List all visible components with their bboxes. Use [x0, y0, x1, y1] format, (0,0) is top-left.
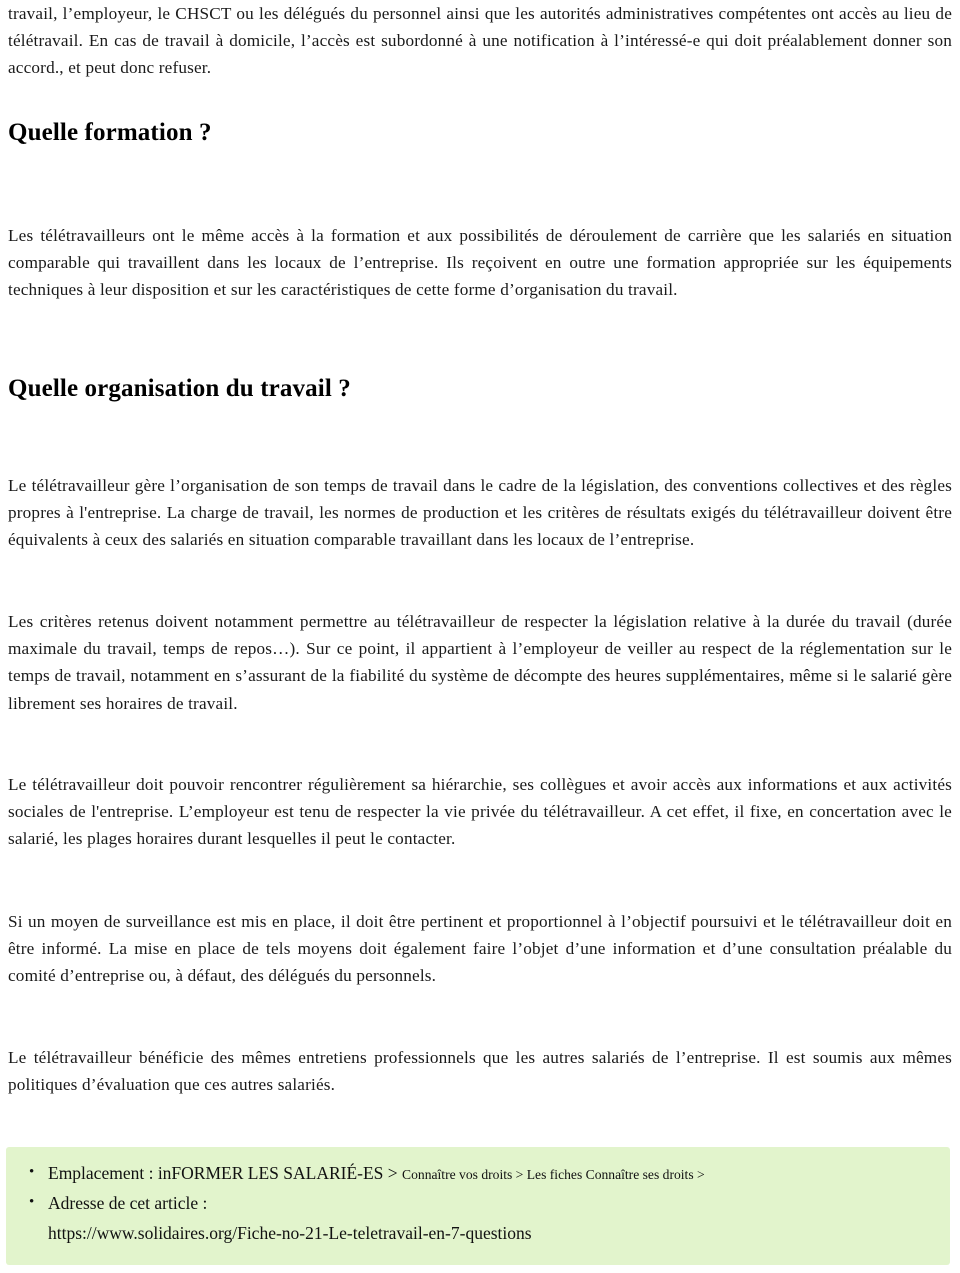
footer-metadata-box: [6, 1147, 950, 1265]
paragraph-organisation-5: Le télétravailleur bénéficie des mêmes entretiens professionnels que les autres salariés de l’entreprise. Il est soumis aux mêmes politiques d’évaluation que ces autres salariés.: [8, 1048, 952, 1095]
footer-location-breadcrumb: Connaître vos droits > Les fiches Connaître ses droits >: [402, 1167, 705, 1182]
list-item-emplacement: [20, 1159, 936, 1189]
paragraph-formation-1: Les télétravailleurs ont le même accès à la formation et aux possibilités de déroulement de carrière que les salariés en situation comparable qui travaillent dans les locaux de l’entreprise. Ils reçoivent en outre une formation appropriée sur les équipements techniques à leur disposition et sur les caractéristiques de cette forme d’organisation du travail.: [8, 226, 952, 300]
footer-address-label: Adresse de cet article :: [48, 1193, 208, 1213]
organisation-paragraph-block-5: [8, 1044, 952, 1098]
article-url-link[interactable]: https://www.solidaires.org/Fiche-no-21-Le-teletravail-en-7-questions: [48, 1223, 532, 1243]
heading-quelle-formation: Quelle formation ?: [8, 119, 212, 146]
paragraph-intro: travail, l’employeur, le CHSCT ou les délégués du personnel ainsi que les autorités administratives compétentes ont accès au lieu de télétravail. En cas de travail à domicile, l’accès est subordonné à une notification à l’intéressé-e qui doit préalablement donner son accord., et peut donc refuser.: [8, 4, 952, 78]
list-item-adresse: [20, 1189, 936, 1218]
heading-organisation-block: [8, 374, 952, 404]
formation-paragraph-block: [8, 222, 952, 304]
paragraph-organisation-4: Si un moyen de surveillance est mis en place, il doit être pertinent et proportionnel à l’objectif poursuivi et le télétravailleur doit en être informé. La mise en place de tels moyens doit également faire l’objet d’une information et d’une consultation préalable du comité d’entreprise ou, à défaut, des délégués du personnels.: [8, 912, 952, 986]
organisation-paragraph-block-4: [8, 908, 952, 990]
organisation-paragraph-block-3: [8, 771, 952, 853]
paragraph-organisation-3: Le télétravailleur doit pouvoir rencontrer régulièrement sa hiérarchie, ses collègues et avoir accès aux informations et aux activités sociales de l'entreprise. L’employeur est tenu de respecter la vie privée du télétravailleur. A cet effet, il fixe, en concertation avec le salarié, les plages horaires durant lesquelles il peut le contacter.: [8, 775, 952, 849]
heading-quelle-organisation-du-travail: Quelle organisation du travail ?: [8, 375, 351, 402]
organisation-paragraph-block-1: [8, 472, 952, 554]
paragraph-organisation-1: Le télétravailleur gère l’organisation de son temps de travail dans le cadre de la législation, des conventions collectives et des règles propres à l'entreprise. La charge de travail, les normes de production et les critères de résultats exigés du télétravailleur doivent être équivalents à ceux des salariés en situation comparable travaillant dans les locaux de l’entreprise.: [8, 476, 952, 550]
paragraph-organisation-2: Les critères retenus doivent notamment permettre au télétravailleur de respecter la législation relative à la durée du travail (durée maximale du travail, temps de repos…). Sur ce point, il appartient à l’employeur de veiller au respect de la réglementation sur le temps de travail, notamment en s’assurant de la fiabilité du système de décompte des heures supplémentaires, même si le salarié gère librement ses horaires de travail.: [8, 612, 952, 713]
organisation-paragraph-block-2: [8, 608, 952, 717]
footer-location-label: Emplacement : inFORMER LES SALARIÉ-ES >: [48, 1163, 403, 1183]
intro-paragraph-block: [8, 0, 952, 82]
footer-list: [20, 1159, 936, 1218]
heading-formation-block: [8, 118, 952, 148]
